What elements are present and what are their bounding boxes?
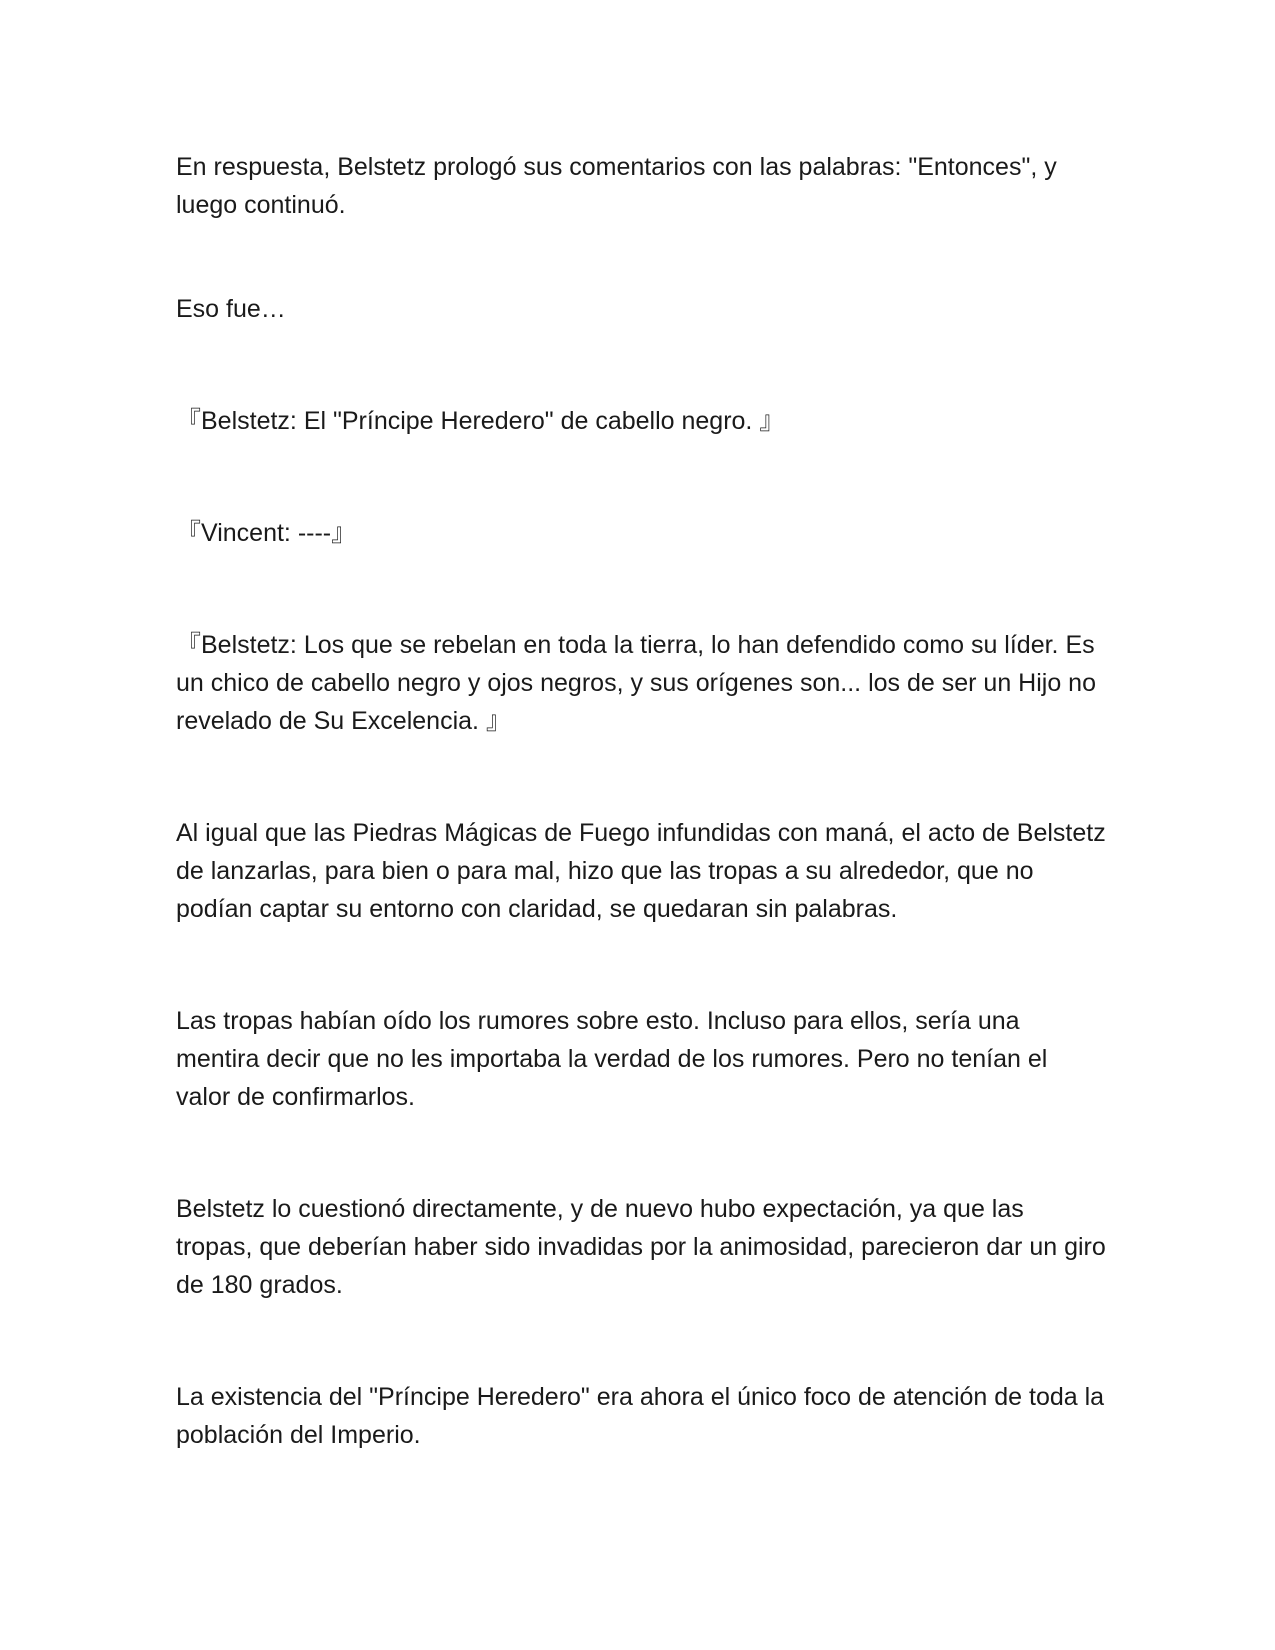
- paragraph-intro: En respuesta, Belstetz prologó sus comentarios con las palabras: "Entonces", y luego continuó.: [176, 153, 1057, 219]
- paragraph-eso-fue: Eso fue…: [176, 295, 286, 323]
- dialogue-vincent: 『Vincent: ----』: [176, 519, 357, 547]
- paragraph-crown-prince: La existencia del "Príncipe Heredero" era ahora el único foco de atención de toda la población del Imperio.: [176, 1383, 1105, 1449]
- dialogue-belstetz-1: 『Belstetz: El "Príncipe Heredero" de cabello negro. 』: [176, 407, 785, 435]
- document-body: [176, 148, 1106, 1454]
- paragraph-rumors: Las tropas habían oído los rumores sobre esto. Incluso para ellos, sería una mentira decir que no les importaba la verdad de los rumores. Pero no tenían el valor de confirmarlos.: [176, 1007, 1048, 1111]
- paragraph-questioned: Belstetz lo cuestionó directamente, y de nuevo hubo expectación, ya que las tropas, que deberían haber sido invadidas por la animosidad, parecieron dar un giro de 180 grados.: [176, 1195, 1106, 1299]
- dialogue-belstetz-2: 『Belstetz: Los que se rebelan en toda la tierra, lo han defendido como su líder. Es un chico de cabello negro y ojos negros, y sus orígenes son... los de ser un Hijo no revelado de Su Excelencia. 』: [176, 631, 1096, 735]
- paragraph-magic-stones: Al igual que las Piedras Mágicas de Fuego infundidas con maná, el acto de Belstetz de lanzarlas, para bien o para mal, hizo que las tropas a su alrededor, que no podían captar su entorno con claridad, se quedaran sin palabras.: [176, 819, 1106, 923]
